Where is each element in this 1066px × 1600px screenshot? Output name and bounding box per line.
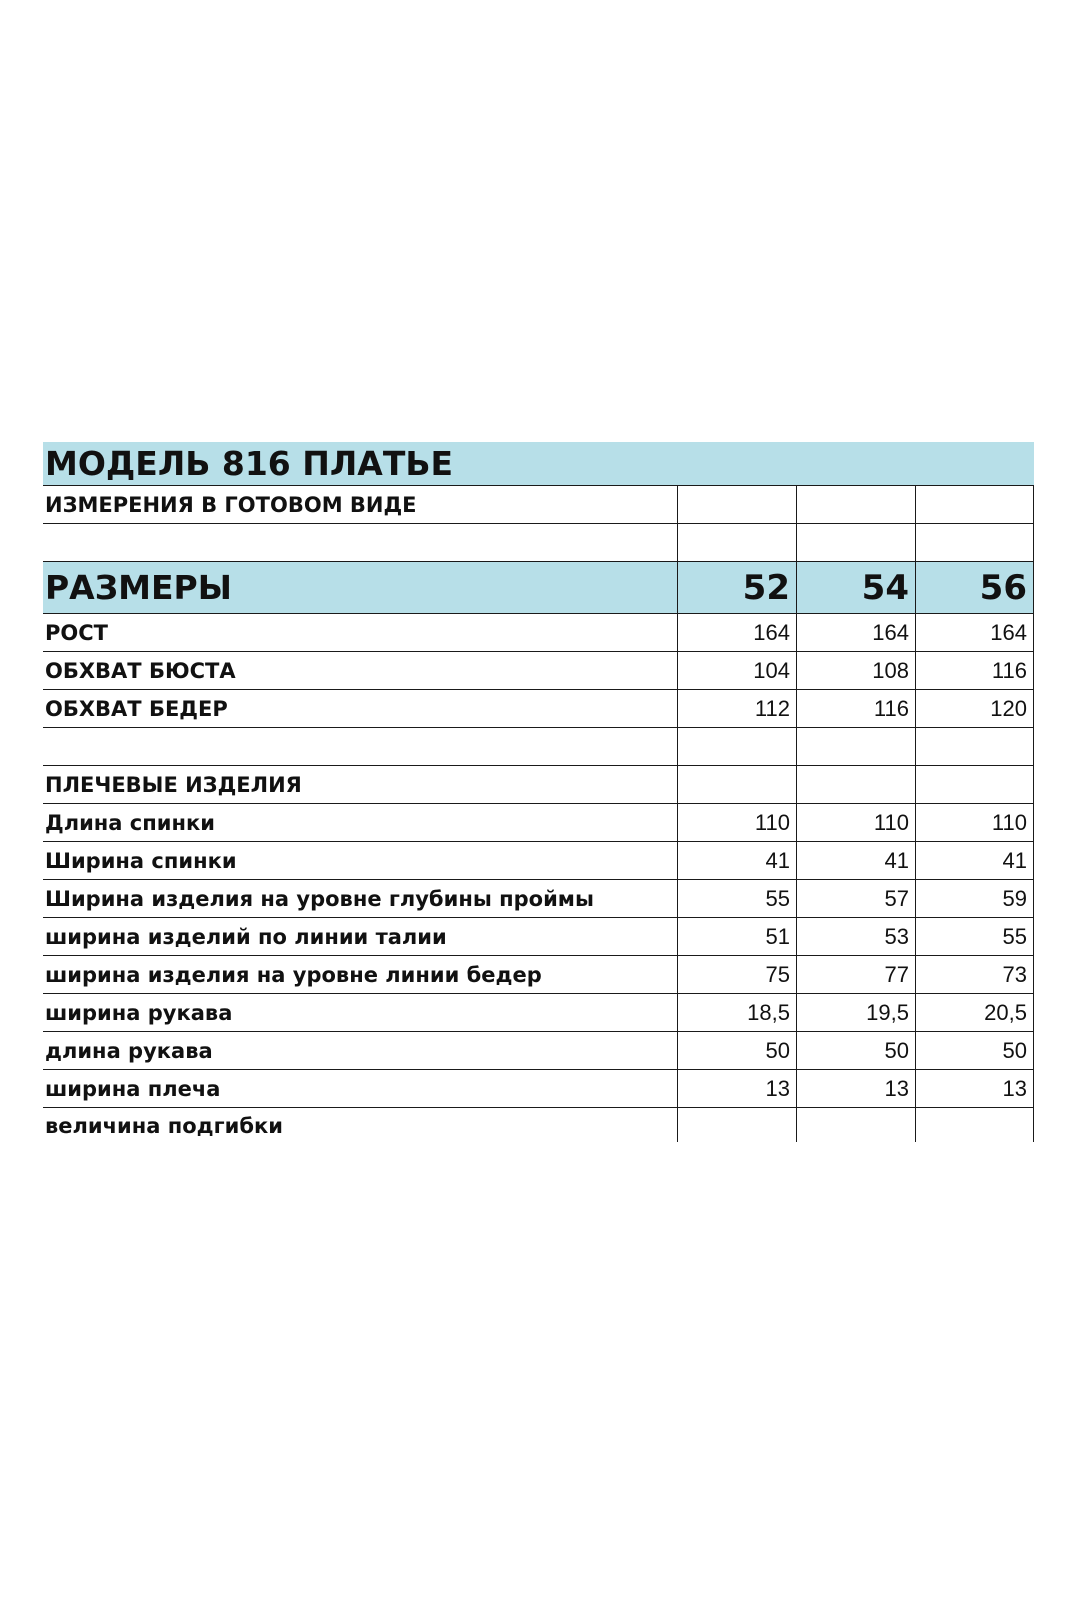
sizes-header-row <box>43 562 1034 614</box>
blank-row <box>43 728 1034 766</box>
row-label: ширина изделия на уровне линии бедер <box>45 962 542 987</box>
value-cell: 164 <box>796 614 915 651</box>
table-row <box>43 1070 1034 1108</box>
value-cell <box>915 1108 1034 1142</box>
value-cell: 13 <box>677 1070 796 1107</box>
size-header-cell: 56 <box>915 562 1034 613</box>
value-cell: 41 <box>915 842 1034 879</box>
size-header-cell: 54 <box>796 562 915 613</box>
value-cell: 50 <box>796 1032 915 1069</box>
value-cell: 59 <box>915 880 1034 917</box>
value-cell: 41 <box>796 842 915 879</box>
empty-cell <box>677 486 796 523</box>
row-label: величина подгибки <box>45 1114 283 1138</box>
table-subtitle: ИЗМЕРЕНИЯ В ГОТОВОМ ВИДЕ <box>45 492 417 517</box>
value-cell: 50 <box>915 1032 1034 1069</box>
size-chart-table <box>43 442 1034 1142</box>
value-cell: 53 <box>796 918 915 955</box>
value-cell: 110 <box>915 804 1034 841</box>
table-title: МОДЕЛЬ 816 ПЛАТЬЕ <box>45 444 454 483</box>
table-row <box>43 804 1034 842</box>
section-label: ПЛЕЧЕВЫЕ ИЗДЕЛИЯ <box>45 772 302 797</box>
table-row <box>43 1032 1034 1070</box>
value-cell: 112 <box>677 690 796 727</box>
value-cell: 13 <box>796 1070 915 1107</box>
table-row <box>43 994 1034 1032</box>
value-cell: 116 <box>796 690 915 727</box>
value-cell: 104 <box>677 652 796 689</box>
empty-cell <box>43 728 677 765</box>
value-cell: 41 <box>677 842 796 879</box>
subtitle-row <box>43 486 1034 524</box>
row-label: Ширина изделия на уровне глубины проймы <box>45 886 594 911</box>
value-cell <box>796 1108 915 1142</box>
table-row <box>43 614 1034 652</box>
row-label: ширина плеча <box>45 1076 221 1101</box>
value-cell: 51 <box>677 918 796 955</box>
empty-cell <box>915 728 1034 765</box>
table-row <box>43 918 1034 956</box>
value-cell <box>677 1108 796 1142</box>
table-title-row <box>43 442 1034 486</box>
empty-cell <box>677 728 796 765</box>
value-cell: 57 <box>796 880 915 917</box>
row-label: ширина рукава <box>45 1000 233 1025</box>
table-row <box>43 1108 1034 1142</box>
table-row <box>43 690 1034 728</box>
sizes-label: РАЗМЕРЫ <box>45 568 232 607</box>
value-cell: 20,5 <box>915 994 1034 1031</box>
row-label: Длина спинки <box>45 810 215 835</box>
row-label: ОБХВАТ БЮСТА <box>45 658 236 683</box>
empty-cell <box>677 766 796 803</box>
value-cell: 164 <box>915 614 1034 651</box>
value-cell: 110 <box>677 804 796 841</box>
blank-row <box>43 524 1034 562</box>
value-cell: 108 <box>796 652 915 689</box>
row-label: длина рукава <box>45 1038 213 1063</box>
value-cell: 13 <box>915 1070 1034 1107</box>
table-row <box>43 880 1034 918</box>
empty-cell <box>796 766 915 803</box>
value-cell: 116 <box>915 652 1034 689</box>
empty-cell <box>796 486 915 523</box>
table-row <box>43 842 1034 880</box>
value-cell: 19,5 <box>796 994 915 1031</box>
value-cell: 55 <box>915 918 1034 955</box>
value-cell: 50 <box>677 1032 796 1069</box>
row-label: ширина изделий по линии талии <box>45 924 447 949</box>
value-cell: 55 <box>677 880 796 917</box>
empty-cell <box>796 524 915 561</box>
value-cell: 120 <box>915 690 1034 727</box>
value-cell: 110 <box>796 804 915 841</box>
row-label: Ширина спинки <box>45 848 237 873</box>
size-header-cell: 52 <box>677 562 796 613</box>
value-cell: 77 <box>796 956 915 993</box>
empty-cell <box>915 766 1034 803</box>
empty-cell <box>796 728 915 765</box>
section-row <box>43 766 1034 804</box>
empty-cell <box>915 486 1034 523</box>
value-cell: 164 <box>677 614 796 651</box>
value-cell: 75 <box>677 956 796 993</box>
value-cell: 18,5 <box>677 994 796 1031</box>
empty-cell <box>915 524 1034 561</box>
empty-cell <box>677 524 796 561</box>
row-label: РОСТ <box>45 620 108 645</box>
table-row <box>43 956 1034 994</box>
empty-cell <box>43 524 677 561</box>
value-cell: 73 <box>915 956 1034 993</box>
table-row <box>43 652 1034 690</box>
row-label: ОБХВАТ БЕДЕР <box>45 696 228 721</box>
